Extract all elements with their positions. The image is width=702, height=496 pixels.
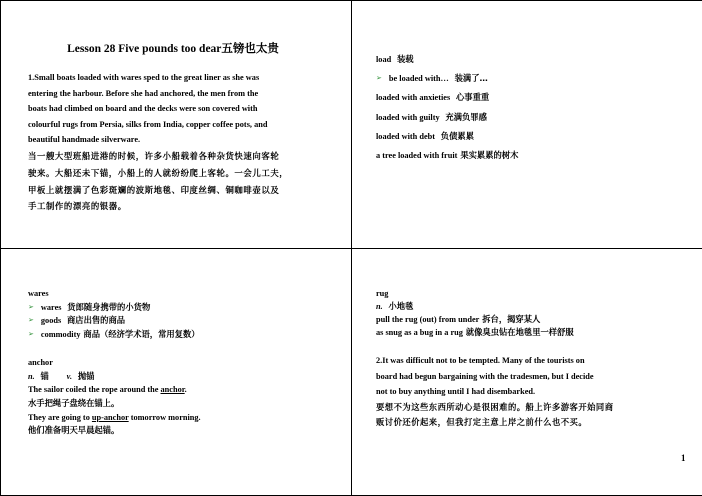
phrase: pull the rug (out) from under	[376, 315, 480, 324]
example-row	[376, 130, 676, 149]
part-of-speech-row	[376, 300, 676, 313]
pos-noun-meaning: 小地毯	[388, 301, 414, 311]
phrase: as snug as a bug in a rug	[376, 328, 463, 337]
vocab-word: wares	[28, 289, 49, 298]
example-text: tomorrow morning.	[128, 412, 201, 422]
chinese-line: 驶来。大船还未下锚，小船上的人就纷纷爬上客轮。一会儿工夫，	[28, 167, 289, 178]
example-en: a tree loaded with fruit	[376, 150, 458, 160]
synonym-word: wares	[40, 302, 62, 312]
vocab-word: rug	[376, 289, 389, 298]
english-line: 2.It was difficult not to be tempted. Many of the tourists on	[376, 356, 585, 365]
pos-noun: n.	[376, 302, 383, 311]
highlighted-word: up-anchor	[91, 412, 129, 422]
arrow-bullet-icon: ➢	[376, 74, 382, 83]
example-text: They are going to	[28, 412, 92, 422]
phrase-meaning: 就像臭虫钻在地毯里一样舒服	[465, 327, 574, 337]
example-zh: 负债累累	[440, 130, 474, 141]
example-en: loaded with anxieties	[376, 93, 451, 103]
bullet-item	[376, 72, 676, 91]
vocab-meaning: 装载	[397, 54, 414, 64]
english-paragraph	[28, 70, 318, 148]
example-translation: 水手把绳子盘绕在锚上。	[28, 397, 120, 408]
english-line: not to buy anything until I had disembarked.	[376, 387, 536, 397]
english-line: colourful rugs from Persia, silks from India, copper coffee pots, and	[28, 119, 268, 129]
synonym-meaning: 商店出售的商品	[66, 315, 126, 326]
spacer	[28, 342, 328, 356]
horizontal-divider	[0, 248, 702, 249]
pos-verb: v.	[66, 371, 73, 381]
example-zh: 充满负罪感	[445, 111, 487, 122]
example-zh: 心事重重	[456, 92, 490, 103]
example-sentence	[28, 411, 328, 425]
phrase-meaning: 装满了…	[454, 73, 488, 84]
chinese-paragraph	[28, 148, 318, 215]
spacer	[376, 339, 676, 353]
example-translation: 他们准备明天早晨起锚。	[28, 425, 120, 436]
lesson-title: Lesson 28 Five pounds too dear五镑也太贵	[67, 43, 279, 55]
vocab-word-2: anchor	[28, 357, 53, 367]
arrow-bullet-icon: ➢	[28, 302, 34, 311]
example-en: loaded with guilty	[376, 112, 440, 122]
pos-noun-meaning: 锚	[40, 370, 49, 381]
english-line: 1.Small boats loaded with wares sped to the great liner as she was	[28, 73, 260, 82]
chinese-line: 手工制作的漂亮的银器。	[28, 201, 127, 212]
arrow-bullet-icon: ➢	[28, 330, 34, 339]
highlighted-word: anchor	[160, 385, 185, 395]
phrase: be loaded with…	[388, 74, 449, 84]
chinese-line: 甲板上就摆满了色彩斑斓的波斯地毯、印度丝绸、铜咖啡壶以及	[28, 184, 280, 195]
page-number: 1	[681, 453, 686, 463]
vocab-word: load	[376, 55, 392, 64]
slide-2	[376, 53, 676, 168]
english-line: board had begun bargaining with the tradesmen, but I decide	[376, 371, 594, 381]
pos-noun: n.	[28, 371, 35, 381]
part-of-speech-row	[28, 370, 328, 384]
example-en: loaded with debt	[376, 131, 436, 141]
bullet-item	[28, 314, 328, 328]
synonym-word: commodity	[40, 330, 81, 340]
english-line: boats had climbed on board and the decks were son covered with	[28, 104, 258, 114]
slide-1	[28, 40, 318, 215]
chinese-line: 贩讨价还价起来，但我打定主意上岸之前什么也不买。	[376, 417, 588, 428]
phrase-meaning: 拆台，揭穿某人	[482, 314, 541, 324]
bullet-item	[28, 301, 328, 315]
example-zh: 果实累累的树木	[460, 149, 519, 160]
chinese-line: 当一艘大型班船进港的时候，许多小船载着各种杂货快速向客轮	[28, 150, 280, 161]
example-text: The sailor coiled the rope around the	[28, 385, 161, 395]
english-line: beautiful handmade silverware.	[28, 135, 141, 145]
slide-3	[28, 287, 328, 438]
synonym-meaning: 商品（经济学术语，常用复数）	[83, 329, 200, 340]
pos-verb-meaning: 抛锚	[77, 370, 95, 381]
synonym-word: goods	[40, 316, 62, 326]
english-line: entering the harbour. Before she had anchored, the men from the	[28, 88, 259, 98]
example-text: .	[184, 385, 187, 395]
example-row	[376, 91, 676, 110]
phrase-row	[376, 313, 676, 326]
slide-4	[376, 287, 676, 431]
vocab-heading	[376, 53, 676, 72]
bullet-item	[28, 328, 328, 342]
arrow-bullet-icon: ➢	[28, 316, 34, 325]
example-sentence	[28, 383, 328, 397]
chinese-line: 要想不为这些东西所动心是很困难的。船上许多游客开始同商	[376, 401, 614, 412]
phrase-row	[376, 326, 676, 339]
example-row	[376, 149, 676, 168]
synonym-meaning: 货郎随身携带的小货物	[67, 301, 151, 312]
example-row	[376, 111, 676, 130]
